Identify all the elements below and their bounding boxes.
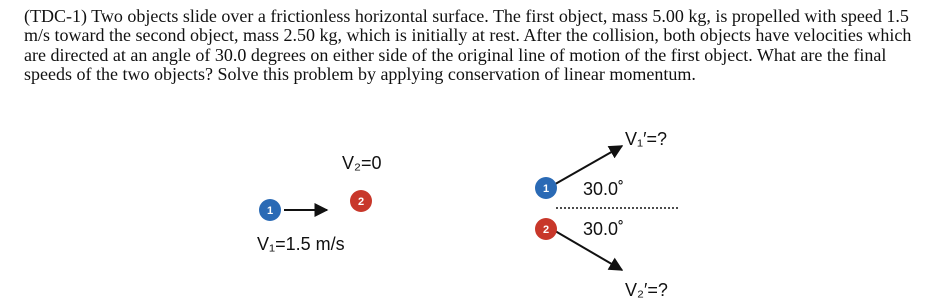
before-v1-label: V₁=1.5 m/s (257, 234, 345, 254)
after-angle-bottom-label: 30.0˚ (583, 219, 625, 239)
after-v1-label: V₁′=? (625, 129, 667, 149)
after-ball-1-number: 1 (542, 183, 550, 195)
before-ball-2-number: 2 (357, 196, 365, 208)
after-v2-label: V₂′=? (625, 280, 668, 300)
before-ball-1-number: 1 (266, 205, 274, 217)
after-ball-2 (535, 218, 557, 240)
after-angle-top-label: 30.0˚ (583, 179, 625, 199)
before-ball-2 (350, 190, 372, 212)
after-ball-2-number: 2 (542, 224, 550, 236)
problem-statement: (TDC-1) Two objects slide over a frictionless horizontal surface. The first object, mass 5.00 kg, is propelled with speed 1.5 m/s toward the second object, mass 2.50 kg, which is initially at rest. After the collision, both objects have velocities which are directed at an angle of 30.0 degrees on either side of the original line of motion of the first object. What are the final speeds of the two objects? Solve this problem by applying conservation of linear momentum. (24, 6, 912, 84)
before-ball-1 (259, 199, 281, 221)
after-ball-1 (535, 177, 557, 199)
before-v2-label: V₂=0 (342, 153, 382, 173)
